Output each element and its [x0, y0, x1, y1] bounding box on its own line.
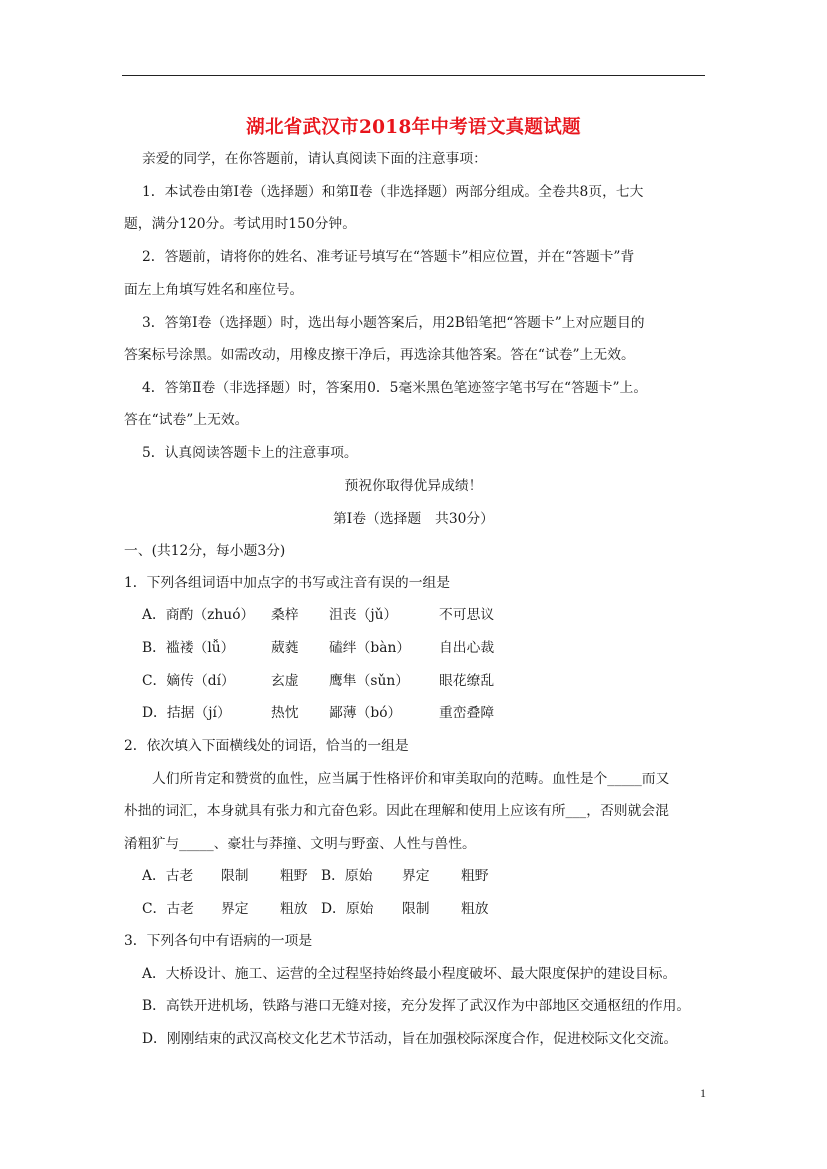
q2-passage-line2: 朴拙的词汇，本身就具有张力和亢奋色彩。因此在理解和使用上应该有所___，否则就会混	[124, 803, 669, 819]
notice-2-line1: 2．答题前，请将你的姓名、准考证号填写在“答题卡”相应位置，并在“答题卡”背	[142, 249, 635, 265]
notice-4-line2: 答在“试卷”上无效。	[124, 412, 249, 428]
q1-option-d-term3: 鄙薄（bó）	[329, 705, 402, 721]
q2-option-b-word1: B．原始	[321, 868, 373, 884]
notice-1-line1: 1．本试卷由第Ⅰ卷（选择题）和第Ⅱ卷（非选择题）两部分组成。全卷共8页，七大	[142, 184, 644, 200]
q3-option-a: A．大桥设计、施工、运营的全过程坚持始终最小程度破坏、最大限度保护的建设目标。	[142, 966, 677, 982]
q2-option-c-word2: 界定	[221, 901, 249, 917]
q2-option-d-word3: 粗放	[461, 901, 489, 917]
question-2: 2．依次填入下面横线处的词语，恰当的一组是	[124, 738, 409, 754]
page-number: 1	[700, 1086, 706, 1100]
q1-option-b-term3: 磕绊（bàn）	[329, 640, 411, 656]
q2-option-b-word2: 界定	[402, 868, 430, 884]
section-title: 第Ⅰ卷（选择题 共30分）	[333, 511, 494, 527]
q1-option-d-term1: D．拮据（jí）	[142, 705, 231, 721]
q1-option-c-term3: 鹰隼（sǔn）	[329, 673, 410, 689]
q3-option-d: D．刚刚结束的武汉高校文化艺术节活动，旨在加强校际深度合作，促进校际文化交流。	[142, 1031, 678, 1047]
document-title: 湖北省武汉市2018年中考语文真题试题	[246, 117, 581, 138]
q1-option-b-term4: 自出心裁	[439, 640, 495, 656]
q2-option-d-word1: D．原始	[321, 901, 374, 917]
q2-passage-line1: 人们所肯定和赞赏的血性，应当属于性格评价和审美取向的范畴。血性是个_____而又	[152, 771, 670, 787]
question-3: 3．下列各句中有语病的一项是	[124, 933, 313, 949]
notice-2-line2: 面左上角填写姓名和座位号。	[124, 282, 304, 298]
question-1: 1．下列各组词语中加点字的书写或注音有误的一组是	[124, 575, 451, 591]
q1-option-a-term2: 桑梓	[271, 607, 299, 623]
q2-option-a-word2: 限制	[221, 868, 249, 884]
q1-option-b-term1: B．褴褛（lǚ）	[142, 640, 235, 656]
q2-option-c-word1: C．古老	[142, 901, 194, 917]
q2-option-b-word3: 粗野	[461, 868, 489, 884]
q2-option-a-word3: 粗野	[280, 868, 308, 884]
notice-intro: 亲爱的同学，在你答题前，请认真阅读下面的注意事项：	[142, 151, 487, 167]
notice-4-line1: 4．答第Ⅱ卷（非选择题）时，答案用0．5毫米黑色笔迹签字笔书写在“答题卡”上。	[142, 380, 648, 396]
header-rule	[122, 75, 705, 76]
q1-option-c-term1: C．嫡传（dí）	[142, 673, 235, 689]
q2-option-d-word2: 限制	[402, 901, 430, 917]
q1-option-d-term4: 重峦叠障	[439, 705, 495, 721]
q1-option-a-term4: 不可思议	[439, 607, 495, 623]
notice-1-line2: 题，满分120分。考试用时150分钟。	[124, 216, 357, 232]
part-one-heading: 一、(共12分，每小题3分)	[124, 543, 286, 559]
q1-option-a-term1: A．商酌（zhuó）	[142, 607, 255, 623]
q1-option-a-term3: 沮丧（jǔ）	[329, 607, 398, 623]
wish-line: 预祝你取得优异成绩！	[344, 478, 483, 494]
q1-option-d-term2: 热忱	[271, 705, 299, 721]
q2-passage-line3: 淆粗犷与_____、豪壮与莽撞、文明与野蛮、人性与兽性。	[124, 836, 476, 852]
notice-3-line2: 答案标号涂黑。如需改动，用橡皮擦干净后，再选涂其他答案。答在“试卷”上无效。	[124, 347, 635, 363]
q2-option-a-word1: A．古老	[142, 868, 194, 884]
q1-option-c-term4: 眼花缭乱	[439, 673, 495, 689]
q1-option-c-term2: 玄虚	[271, 673, 299, 689]
notice-5: 5．认真阅读答题卡上的注意事项。	[142, 445, 358, 461]
q2-option-c-word3: 粗放	[280, 901, 308, 917]
q1-option-b-term2: 葳蕤	[271, 640, 299, 656]
notice-3-line1: 3．答第Ⅰ卷（选择题）时，选出每小题答案后，用2B铅笔把“答题卡”上对应题目的	[142, 315, 645, 331]
q3-option-b: B．高铁开进机场，铁路与港口无缝对接，充分发挥了武汉作为中部地区交通枢纽的作用。	[142, 998, 691, 1014]
